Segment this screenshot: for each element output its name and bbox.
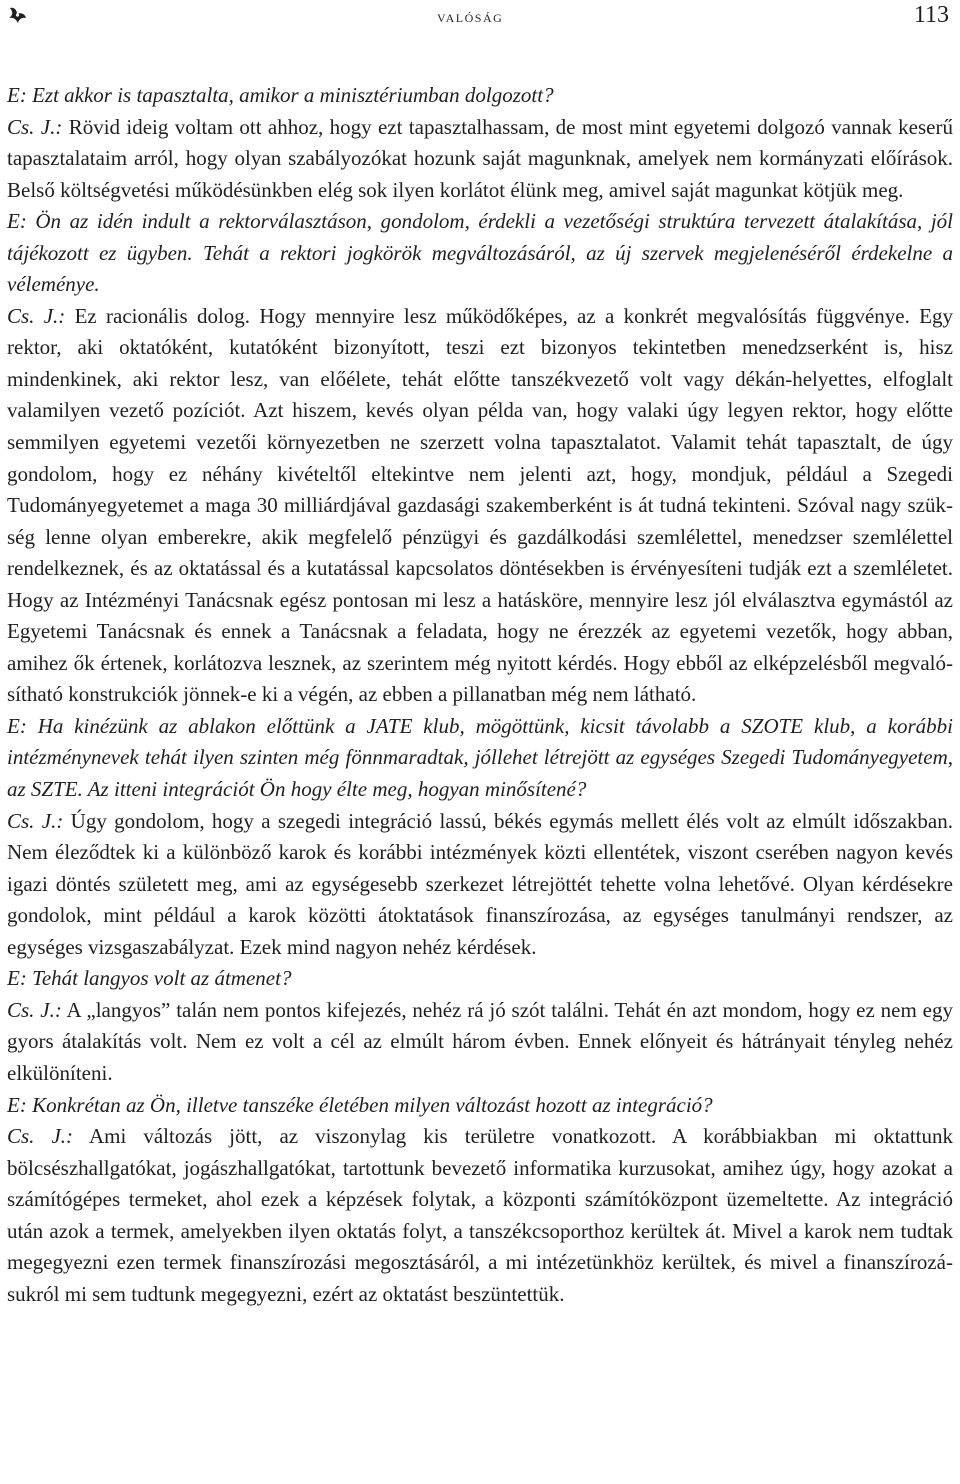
running-header (7, 0, 953, 80)
fleuron-icon (7, 4, 29, 26)
document-page (7, 0, 953, 1484)
interview-answer (7, 806, 953, 964)
speaker-label: Cs. J.: (7, 303, 66, 328)
page-number: 113 (913, 2, 949, 28)
interview-answer (7, 112, 953, 207)
interview-answer (7, 1121, 953, 1310)
speaker-label: Cs. J.: (7, 114, 63, 139)
interview-answer (7, 995, 953, 1090)
interview-question: E: Ha kinézünk az ablakon előttünk a JATE klub, mögöttünk, kicsit távolabb a SZOTE klub, a korábbi intézménynevek tehát ilyen szinten még fönnmaradtak, jóllehet létrejött az egységes Szegedi Tudományegyetem, az SZTE. Az itteni integrációt Ön hogy élte meg, hogyan minősítené? (7, 713, 953, 802)
answer-text: Ez racionális dolog. Hogy mennyire lesz működőképes, az a konkrét megvalósítás függvénye. Egy rektor, aki oktatóként, kutatóként bizonyított, teszi ezt bizonyos tekintetben menedzserként is, hisz mindenkinek, aki rektor lesz, van előélete, tehát előtte tanszékvezető volt vagy dékán-helyettes, elfoglalt valamilyen vezető pozíciót. Azt hiszem, kevés olyan példa van, hogy valaki úgy legyen rektor, hogy előtte semmilyen egyetemi vezetői környezetben ne szerzett volna tapasztalatot. Valamit tehát tapasztalt, de úgy gondolom, hogy ez néhány kivételtől eltekintve nem jelenti azt, hogy, mondjuk, például a Szegedi Tudományegyetemet a maga 30 milliárdjával gazdasági szakemberként is át tudná tekinteni. Szóval nagy szükség lenne olyan emberekre, akik megfelelő pénzügyi és gazdálkodási szemlélettel, menedzser szemlélettel rendelkeznek, és az oktatással és a kutatással kapcsolatos döntésekben is érvényesíteni tudják ezt a szemléletet. Hogy az Intézményi Tanácsnak egész pontosan mi lesz a hatásköre, mennyire lesz jól elválasztva egymástól az Egyetemi Tanácsnak és ennek a Tanácsnak a feladata, hogy ne érezzék az egyetemi vezetők, hogy abban, amihez ők értenek, korlátozva lesznek, az szerintem még nyitott kérdés. Hogy ebből az elképzelésből megvalósítható konstrukciók jönnek-e ki a végén, az ebben a pillanatban még nem látható. (7, 303, 953, 707)
interview-answer (7, 301, 953, 711)
speaker-label: Cs. J.: (7, 808, 64, 833)
running-title: valóság (437, 7, 504, 26)
interview-question: E: Konkrétan az Ön, illetve tanszéke életében milyen változást hozott az integráció? (7, 1092, 713, 1117)
interview-question: E: Tehát langyos volt az átmenet? (7, 966, 292, 991)
answer-text: Úgy gondolom, hogy a szegedi integráció lassú, békés egymás mellett élés volt az elmúlt időszakban. Nem éleződtek ki a különböző karok és korábbi intézmények közti ellentétek, viszont cserében nagyon kevés igazi döntés született meg, ami az egységesebb szerkezet létrejöttét tehette volna lehetővé. Olyan kérdésekre gondolok, mint például a karok közötti átoktatások finanszírozása, az egységes tanulmányi rendszer, az egységes vizsgaszabályzat. Ezek mind nagyon nehéz kérdések. (7, 808, 953, 959)
speaker-label: Cs. J.: (7, 997, 62, 1022)
interview-question: E: Ön az idén indult a rektorválasztáson, gondolom, érdekli a vezetőségi struktúra tervezett átalakítása, jól tájékozott ez ügyben. Tehát a rektori jogkörök megváltozásáról, az új szervek megjelenéséről érdekelne a véleménye. (7, 209, 953, 297)
speaker-label: Cs. J.: (7, 1124, 74, 1149)
interview-body (7, 80, 953, 1310)
answer-text: Ami változás jött, az viszonylag kis területre vonatkozott. A korábbiakban mi oktattunk bölcsészhallgatókat, jogászhallgatókat, tartottunk bevezető informatika kurzusokat, amihez úgy, hogy azokat a számítógépes termeket, ahol ezek a képzések folytak, a központi számítóközpont üzemeltette. Az integráció után azok a termek, amelyekben ilyen oktatás folyt, a tanszékcsoporthoz kerültek át. Mivel a karok nem tudtak megegyezni ezen termek finanszírozási megosztásáról, a mi intézetünkhöz kerültek, és mivel a finanszírozásukról mi sem tudtunk megegyezni, ezért az oktatást beszüntettük. (7, 1124, 953, 1306)
answer-text: A „langyos” talán nem pontos kifejezés, nehéz rá jó szót találni. Tehát én azt mondom, hogy ez nem egy gyors átalakítás volt. Nem ez volt a cél az elmúlt három évben. Ennek előnyeit és hátrányait tényleg nehéz elkülöníteni. (7, 997, 953, 1085)
interview-question: E: Ezt akkor is tapasztalta, amikor a minisztériumban dolgozott? (7, 83, 554, 107)
answer-text: Rövid ideig voltam ott ahhoz, hogy ezt tapasztalhassam, de most mint egyetemi dolgozó vannak keserű tapasztalataim arról, hogy olyan szabályozókat hozunk saját magunknak, amelyek nem kormányzati előírások. Belső költségvetési működésünkben elég sok ilyen korlátot élünk meg, amivel saját magunkat kötjük meg. (7, 114, 953, 202)
